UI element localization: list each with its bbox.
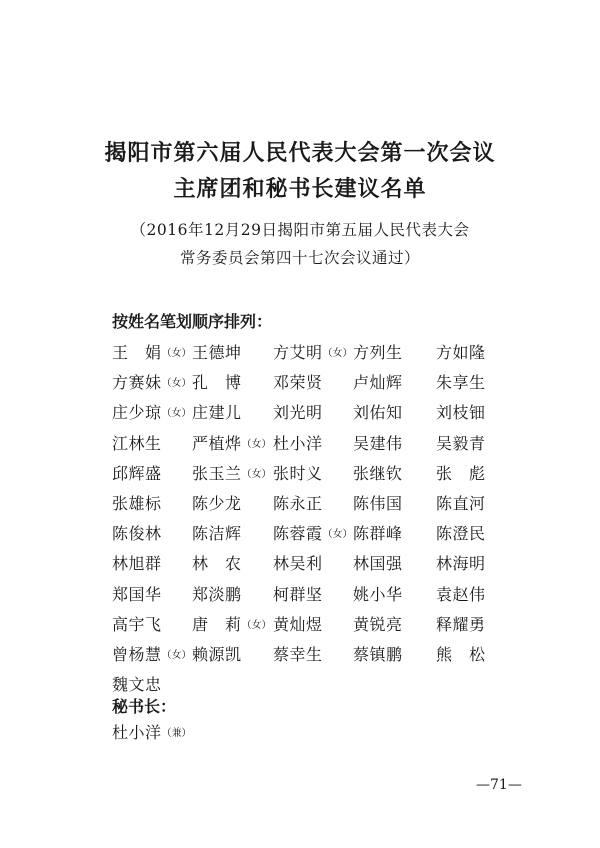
name-entry	[353, 610, 403, 640]
member-name: 陈群峰	[353, 524, 403, 544]
member-name: 张雄标	[112, 493, 162, 513]
name-entry	[192, 398, 242, 428]
member-name: 王德坤	[192, 343, 242, 362]
concurrent-note: （兼）	[161, 728, 192, 739]
member-name: 方艾明	[273, 343, 323, 362]
presidium-name-list	[112, 338, 512, 700]
member-name: 陈少龙	[192, 493, 242, 513]
name-entry	[436, 610, 486, 640]
member-name: 刘枝钿	[436, 403, 486, 423]
name-entry	[273, 519, 353, 550]
name-entry	[112, 368, 192, 399]
member-name: 林旭群	[112, 554, 162, 574]
name-entry	[192, 519, 242, 549]
member-name: 朱享生	[436, 373, 486, 393]
member-name: 陈洁辉	[192, 524, 242, 544]
name-entry	[436, 429, 486, 459]
member-name: 张时义	[273, 463, 323, 483]
name-entry	[353, 640, 403, 670]
name-entry	[192, 338, 242, 368]
member-name: 江林生	[112, 433, 162, 453]
member-name: 魏文忠	[112, 675, 162, 695]
member-name: 林 农	[192, 554, 242, 574]
name-entry	[436, 519, 486, 549]
name-row	[112, 398, 512, 428]
member-name: 庄少琼	[112, 403, 162, 423]
female-note: （女）	[161, 408, 192, 420]
member-name: 释耀勇	[436, 614, 486, 634]
page-number: —71—	[476, 777, 522, 793]
name-row	[112, 368, 512, 398]
female-note: （女）	[161, 378, 192, 390]
member-name: 陈澄民	[436, 524, 486, 544]
name-entry	[112, 610, 162, 640]
member-name: 袁赵伟	[436, 584, 486, 604]
document-title-line-2: 主席团和秘书长建议名单	[173, 177, 427, 202]
member-name: 陈永正	[273, 493, 323, 513]
name-entry	[353, 338, 403, 368]
name-entry	[273, 489, 323, 519]
name-entry	[192, 640, 242, 670]
name-entry	[273, 338, 353, 369]
name-row	[112, 640, 512, 670]
member-name: 方列生	[353, 343, 403, 362]
name-row	[112, 338, 512, 368]
name-row	[112, 549, 512, 579]
name-entry	[436, 368, 486, 398]
name-entry	[192, 549, 242, 579]
name-row	[112, 610, 512, 640]
name-entry	[273, 610, 323, 640]
name-entry	[112, 640, 192, 671]
name-entry	[192, 368, 242, 398]
member-name: 陈直河	[436, 493, 486, 513]
member-name: 杜小洋	[273, 433, 323, 453]
subtitle-line-1: （2016年12月29日揭阳市第五届人民代表大会	[130, 221, 470, 239]
member-name: 蔡幸生	[273, 644, 323, 664]
female-note: （女）	[322, 529, 353, 541]
secretary-name: 杜小洋	[112, 723, 162, 742]
name-entry	[436, 549, 486, 579]
name-entry	[112, 338, 192, 369]
member-name: 林国强	[353, 554, 403, 574]
member-name: 林海明	[436, 554, 486, 574]
member-name: 严植烨	[192, 433, 242, 453]
member-name: 蔡镇鹏	[353, 644, 403, 664]
member-name: 邓荣贤	[273, 373, 323, 393]
member-name: 姚小华	[353, 584, 403, 604]
name-row	[112, 489, 512, 519]
member-name: 郑淡鹏	[192, 584, 242, 604]
member-name: 陈伟国	[353, 493, 403, 513]
member-name: 赖源凯	[192, 644, 242, 664]
name-entry	[273, 640, 323, 670]
member-name: 柯群坚	[273, 584, 323, 604]
female-note: （女）	[322, 348, 353, 359]
name-entry	[112, 489, 162, 519]
name-entry	[436, 580, 486, 610]
member-name: 方赛妹	[112, 373, 162, 393]
member-name: 孔 博	[192, 373, 242, 393]
presidium-heading: 按姓名笔划顺序排列：	[112, 312, 273, 331]
name-entry	[112, 398, 192, 429]
member-name: 张玉兰	[192, 463, 242, 483]
member-name: 张继钦	[353, 463, 403, 483]
name-entry	[192, 459, 272, 490]
name-entry	[436, 640, 486, 670]
female-note: （女）	[161, 649, 192, 661]
secretary-heading: 秘书长：	[112, 697, 177, 716]
name-entry	[436, 338, 486, 368]
name-entry	[192, 429, 272, 460]
name-entry	[273, 549, 323, 579]
name-entry	[436, 489, 486, 519]
name-entry	[273, 429, 323, 459]
female-note: （女）	[241, 438, 272, 450]
member-name: 郑国华	[112, 584, 162, 604]
member-name: 陈蓉霞	[273, 524, 323, 544]
secretary-entry	[112, 718, 192, 749]
member-name: 林吴利	[273, 554, 323, 574]
name-entry	[192, 610, 272, 641]
name-entry	[353, 368, 403, 398]
member-name: 熊 松	[436, 644, 486, 664]
name-row	[112, 580, 512, 610]
name-entry	[192, 489, 242, 519]
member-name: 吴毅青	[436, 433, 486, 453]
name-entry	[273, 459, 323, 489]
name-entry	[112, 459, 162, 489]
member-name: 高宇飞	[112, 614, 162, 634]
name-entry	[436, 459, 486, 489]
subtitle-line-2: 常务委员会第四十七次会议通过）	[179, 249, 420, 267]
name-entry	[353, 398, 403, 428]
name-entry	[353, 429, 403, 459]
female-note: （女）	[241, 619, 272, 631]
name-row	[112, 429, 512, 459]
member-name: 吴建伟	[353, 433, 403, 453]
member-name: 黄灿煜	[273, 614, 323, 634]
member-name: 卢灿辉	[353, 373, 403, 393]
member-name: 邱辉盛	[112, 463, 162, 483]
name-entry	[353, 519, 403, 549]
name-entry	[112, 519, 162, 549]
member-name: 陈俊林	[112, 524, 162, 544]
name-row	[112, 459, 512, 489]
name-entry	[353, 549, 403, 579]
member-name: 庄建儿	[192, 403, 242, 423]
name-entry	[112, 429, 162, 459]
name-row	[112, 519, 512, 549]
female-note: （女）	[161, 348, 192, 359]
name-entry	[353, 459, 403, 489]
member-name: 曾杨慧	[112, 644, 162, 664]
member-name: 刘佑知	[353, 403, 403, 423]
name-entry	[112, 549, 162, 579]
name-entry	[353, 489, 403, 519]
document-title-line-1: 揭阳市第六届人民代表大会第一次会议	[104, 141, 496, 166]
member-name: 王 娟	[112, 343, 162, 362]
name-entry	[273, 398, 323, 428]
name-entry	[273, 368, 323, 398]
name-entry	[273, 580, 323, 610]
name-entry	[353, 580, 403, 610]
member-name: 唐 莉	[192, 614, 242, 634]
name-entry	[192, 580, 242, 610]
name-entry	[112, 580, 162, 610]
member-name: 方如隆	[436, 343, 486, 362]
name-entry	[436, 398, 486, 428]
female-note: （女）	[241, 468, 272, 480]
member-name: 黄锐亮	[353, 614, 403, 634]
member-name: 张 彪	[436, 463, 486, 483]
member-name: 刘光明	[273, 403, 323, 423]
